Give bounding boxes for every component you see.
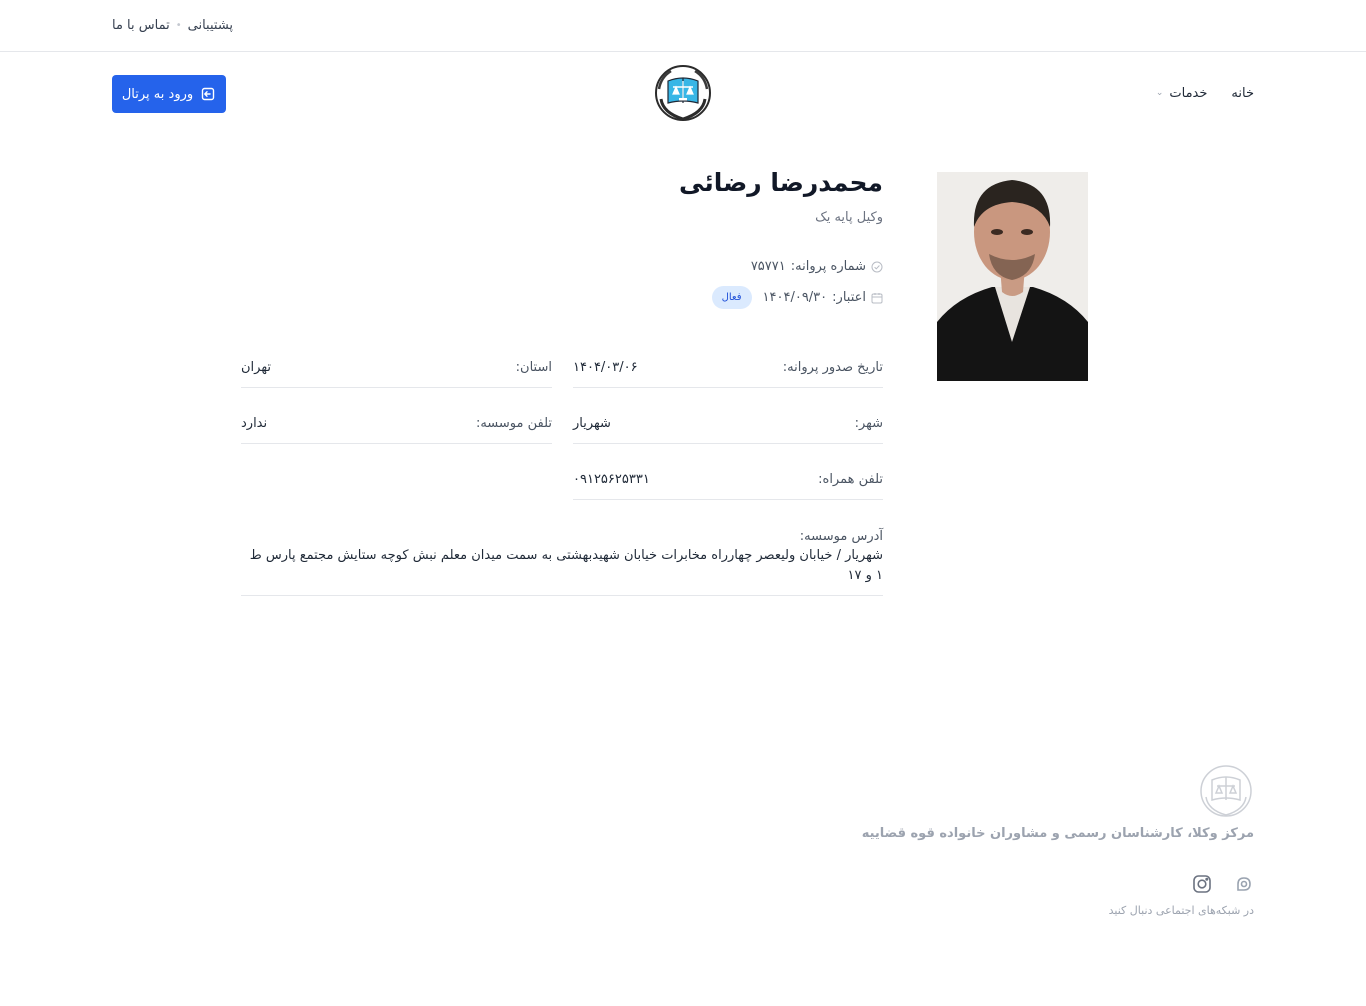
license-label: شماره پروانه:	[790, 259, 866, 274]
portal-login-label: ورود به پرتال	[121, 86, 194, 102]
issue-date-field	[573, 348, 883, 388]
contact-link[interactable]: تماس با ما	[112, 17, 170, 33]
address-label: آدرس موسسه:	[799, 529, 883, 544]
top-links	[112, 16, 233, 34]
lawyer-name: محمدرضا رضائی	[679, 168, 883, 197]
province-field	[241, 348, 552, 388]
address-value: شهریار / خیابان ولیعصر چهارراه مخابرات خیابان شهیدبهشتی به سمت میدان معلم نبش کوچه ستایش مجتمع پارس ط ۱ و ۱۷	[249, 548, 883, 583]
judiciary-logo[interactable]	[653, 63, 713, 123]
support-link[interactable]: پشتیبانی	[187, 17, 234, 33]
issue-date-value: ۱۴۰۴/۰۳/۰۶	[573, 360, 638, 375]
address-field	[241, 528, 883, 596]
mobile-value[interactable]: ۰۹۱۲۵۶۲۵۳۳۱	[573, 472, 650, 487]
calendar-icon	[871, 292, 883, 304]
issue-date-label: تاریخ صدور پروانه:	[782, 360, 883, 375]
separator-dot: •	[175, 19, 182, 31]
footer-follow-text: در شبکه‌های اجتماعی دنبال کنید	[1108, 904, 1254, 917]
nav-home[interactable]	[1231, 86, 1254, 101]
validity-label: اعتبار:	[832, 290, 866, 305]
office-phone-label: تلفن موسسه:	[475, 416, 552, 431]
nav-services-label: خدمات	[1169, 85, 1208, 101]
city-label: شهر:	[854, 416, 883, 431]
nav-home-label: خانه	[1231, 85, 1254, 101]
city-field	[573, 404, 883, 444]
top-bar	[0, 0, 1366, 52]
license-number: ۷۵۷۷۱	[750, 259, 786, 274]
province-value: تهران	[241, 360, 271, 375]
social-links	[1192, 874, 1254, 894]
status-badge: فعال	[712, 286, 752, 309]
lawyer-photo	[937, 172, 1088, 381]
footer-title: مرکز وکلا، کارشناسان رسمی و مشاوران خانواده قوه قضاییه	[861, 826, 1254, 841]
office-phone-field	[241, 404, 552, 444]
city-value: شهریار	[573, 416, 611, 431]
nav-services[interactable]	[1156, 86, 1208, 101]
province-label: استان:	[515, 360, 552, 375]
check-circle-icon	[871, 261, 883, 273]
main-nav	[1156, 84, 1254, 102]
bale-icon[interactable]	[1234, 874, 1254, 894]
footer-logo	[1198, 763, 1254, 819]
login-icon	[200, 86, 216, 102]
instagram-icon[interactable]	[1192, 874, 1212, 894]
portal-login-button[interactable]	[112, 75, 226, 113]
license-row	[751, 259, 883, 274]
validity-date: ۱۴۰۴/۰۹/۳۰	[762, 290, 828, 305]
mobile-field	[573, 460, 883, 500]
mobile-label: تلفن همراه:	[818, 472, 883, 487]
lawyer-rank: وکیل پایه یک	[815, 210, 883, 225]
office-phone-value: ندارد	[241, 416, 268, 431]
validity-row	[712, 286, 883, 309]
chevron-down-icon: ⌄	[1155, 88, 1164, 98]
